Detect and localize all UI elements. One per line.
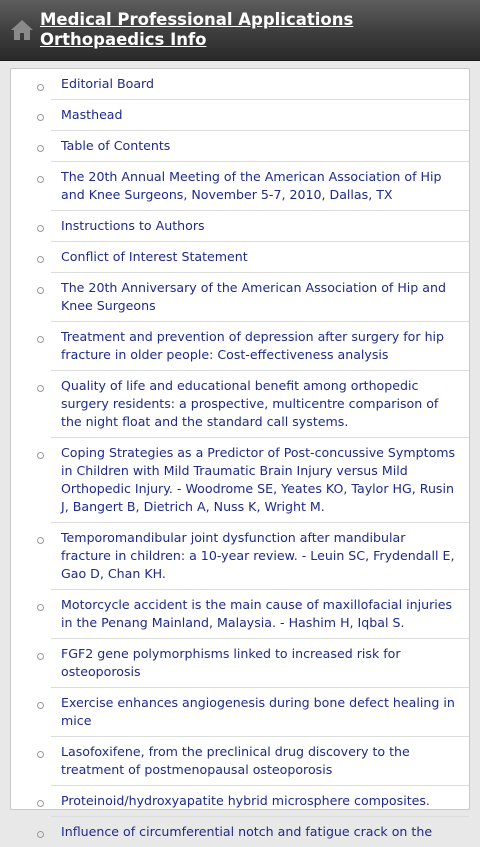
bullet-icon bbox=[37, 452, 44, 459]
app-header bbox=[0, 0, 480, 61]
article-link[interactable]: Motorcycle accident is the main cause of maxillofacial injuries in the Penang Mainland, Malaysia. - Hashim H, Iqbal S. bbox=[51, 589, 469, 638]
list-item[interactable] bbox=[11, 736, 469, 785]
list-item[interactable] bbox=[11, 272, 469, 321]
bullet-icon bbox=[37, 256, 44, 263]
bullet-icon bbox=[37, 84, 44, 91]
article-link[interactable]: Treatment and prevention of depression after surgery for hip fracture in older people: Cost-effectiveness analysis bbox=[51, 321, 469, 370]
list-item[interactable] bbox=[11, 321, 469, 370]
list-item[interactable] bbox=[11, 69, 469, 99]
article-link[interactable]: Exercise enhances angiogenesis during bone defect healing in mice bbox=[51, 687, 469, 736]
list-item[interactable] bbox=[11, 816, 469, 847]
bullet-icon bbox=[37, 176, 44, 183]
list-item[interactable] bbox=[11, 99, 469, 130]
bullet-icon bbox=[37, 225, 44, 232]
bullet-icon bbox=[37, 145, 44, 152]
list-item[interactable] bbox=[11, 589, 469, 638]
article-link[interactable]: Lasofoxifene, from the preclinical drug discovery to the treatment of postmenopausal osteoporosis bbox=[51, 736, 469, 785]
bullet-icon bbox=[37, 385, 44, 392]
list-item[interactable] bbox=[11, 638, 469, 687]
article-link[interactable]: Conflict of Interest Statement bbox=[51, 241, 469, 272]
article-link[interactable]: FGF2 gene polymorphisms linked to increased risk for osteoporosis bbox=[51, 638, 469, 687]
bullet-icon bbox=[37, 336, 44, 343]
list-item[interactable] bbox=[11, 210, 469, 241]
list-item[interactable] bbox=[11, 522, 469, 589]
list-item[interactable] bbox=[11, 687, 469, 736]
bullet-icon bbox=[37, 114, 44, 121]
article-link[interactable]: Temporomandibular joint dysfunction after mandibular fracture in children: a 10-year review. - Leuin SC, Frydendall E, Gao D, Chan KH. bbox=[51, 522, 469, 589]
article-link[interactable]: Proteinoid/hydroxyapatite hybrid microsphere composites. bbox=[51, 785, 469, 816]
bullet-icon bbox=[37, 537, 44, 544]
list-item[interactable] bbox=[11, 161, 469, 210]
article-link[interactable]: The 20th Anniversary of the American Association of Hip and Knee Surgeons bbox=[51, 272, 469, 321]
article-link[interactable]: Coping Strategies as a Predictor of Post-concussive Symptoms in Children with Mild Traumatic Brain Injury versus Mild Orthopedic Injury. - Woodrome SE, Yeates KO, Taylor HG, Rusin J, Bangert B, Dietrich A, Nuss K, Wright M. bbox=[51, 437, 469, 522]
home-icon[interactable] bbox=[10, 18, 34, 42]
bullet-icon bbox=[37, 653, 44, 660]
bullet-icon bbox=[37, 702, 44, 709]
article-link[interactable]: Influence of circumferential notch and fatigue crack on the bbox=[51, 816, 469, 847]
bullet-icon bbox=[37, 800, 44, 807]
article-list-panel bbox=[10, 68, 470, 839]
article-link[interactable]: Masthead bbox=[51, 99, 469, 130]
page-title[interactable] bbox=[40, 10, 353, 50]
list-item[interactable] bbox=[11, 370, 469, 437]
article-link[interactable]: Quality of life and educational benefit among orthopedic surgery residents: a prospective, multicentre comparison of the night float and the standard call systems. bbox=[51, 370, 469, 437]
list-item[interactable] bbox=[11, 785, 469, 816]
article-link[interactable]: Instructions to Authors bbox=[51, 210, 469, 241]
article-link[interactable]: Table of Contents bbox=[51, 130, 469, 161]
article-link[interactable]: The 20th Annual Meeting of the American Association of Hip and Knee Surgeons, November 5-7, 2010, Dallas, TX bbox=[51, 161, 469, 210]
bullet-icon bbox=[37, 604, 44, 611]
bullet-icon bbox=[37, 831, 44, 838]
list-item[interactable] bbox=[11, 437, 469, 522]
list-item[interactable] bbox=[11, 130, 469, 161]
title-line-2: Orthopaedics Info bbox=[40, 30, 207, 49]
article-link[interactable]: Editorial Board bbox=[61, 76, 155, 91]
bullet-icon bbox=[37, 751, 44, 758]
title-line-1: Medical Professional Applications bbox=[40, 10, 354, 29]
list-item[interactable] bbox=[11, 241, 469, 272]
bullet-icon bbox=[37, 287, 44, 294]
article-list bbox=[11, 69, 469, 847]
